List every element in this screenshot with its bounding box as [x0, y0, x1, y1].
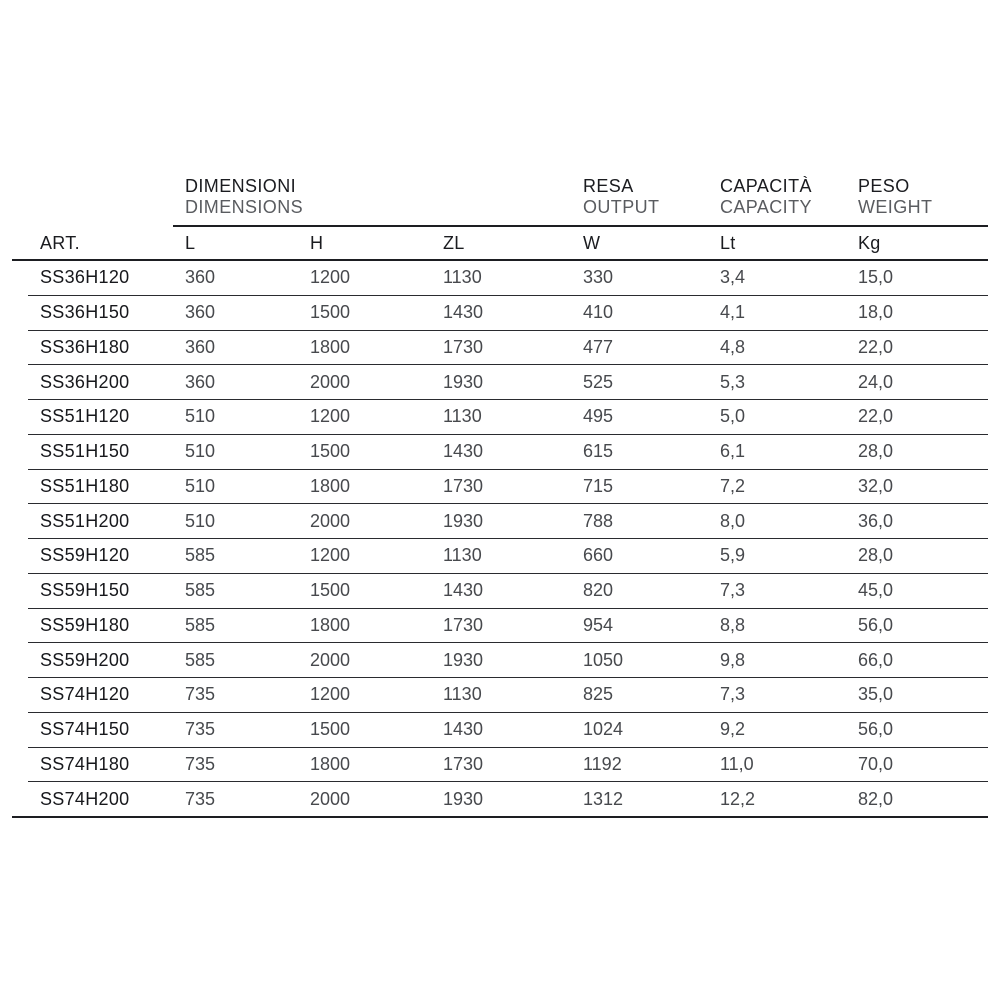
cell-art: SS36H150 — [40, 302, 130, 323]
cell-h: 1500 — [310, 441, 351, 462]
table-group-header-row — [12, 175, 988, 227]
cell-art: SS51H150 — [40, 441, 130, 462]
cell-zl: 1730 — [443, 753, 484, 774]
cell-w: 825 — [583, 684, 614, 705]
table-body — [12, 261, 988, 818]
table-row — [12, 574, 988, 608]
cell-h: 1800 — [310, 753, 351, 774]
table-row — [12, 782, 988, 816]
cell-h: 1500 — [310, 302, 351, 323]
cell-kg: 82,0 — [858, 788, 894, 809]
cell-w: 1024 — [583, 719, 624, 740]
cell-w: 954 — [583, 614, 614, 635]
table-row — [12, 296, 988, 330]
cell-zl: 1130 — [443, 406, 482, 427]
cell-art: SS59H150 — [40, 580, 130, 601]
cell-h: 2000 — [310, 649, 351, 670]
cell-w: 410 — [583, 302, 614, 323]
table-row — [12, 713, 988, 747]
cell-h: 2000 — [310, 788, 351, 809]
cell-w: 1192 — [583, 753, 622, 774]
cell-lt: 9,2 — [720, 719, 746, 740]
group-label-italian: PESO — [858, 176, 910, 196]
cell-kg: 66,0 — [858, 649, 894, 670]
group-label-english: CAPACITY — [720, 197, 812, 217]
cell-l: 735 — [185, 788, 216, 809]
cell-lt: 5,0 — [720, 406, 746, 427]
spec-table — [12, 175, 988, 818]
cell-kg: 28,0 — [858, 441, 894, 462]
group-label-english: DIMENSIONS — [185, 197, 304, 217]
cell-zl: 1130 — [443, 684, 482, 705]
group-header-output — [571, 175, 708, 227]
cell-h: 1200 — [310, 684, 351, 705]
cell-l: 510 — [185, 510, 216, 531]
cell-kg: 56,0 — [858, 614, 894, 635]
row-separator — [12, 816, 988, 818]
cell-art: SS74H200 — [40, 788, 130, 809]
cell-lt: 12,2 — [720, 788, 756, 809]
cell-lt: 8,8 — [720, 614, 746, 635]
cell-kg: 22,0 — [858, 336, 894, 357]
cell-l: 360 — [185, 267, 216, 288]
cell-art: SS74H120 — [40, 684, 130, 705]
table-row — [12, 504, 988, 538]
cell-l: 360 — [185, 336, 216, 357]
cell-l: 585 — [185, 649, 216, 670]
cell-art: SS74H150 — [40, 719, 130, 740]
cell-w: 495 — [583, 406, 614, 427]
cell-art: SS51H120 — [40, 406, 130, 427]
cell-kg: 22,0 — [858, 406, 894, 427]
cell-kg: 45,0 — [858, 580, 894, 601]
cell-l: 585 — [185, 614, 216, 635]
cell-w: 1312 — [583, 788, 624, 809]
cell-zl: 1730 — [443, 336, 484, 357]
table-row — [12, 748, 988, 782]
cell-lt: 8,0 — [720, 510, 746, 531]
cell-lt: 4,1 — [720, 302, 746, 323]
cell-kg: 56,0 — [858, 719, 894, 740]
cell-w: 660 — [583, 545, 614, 566]
cell-h: 1200 — [310, 267, 351, 288]
cell-lt: 9,8 — [720, 649, 746, 670]
group-header-spacer — [12, 175, 173, 227]
group-label-italian: RESA — [583, 176, 634, 196]
table-column-header-row — [12, 227, 988, 261]
cell-kg: 36,0 — [858, 510, 894, 531]
table-row — [12, 261, 988, 295]
cell-kg: 18,0 — [858, 302, 894, 323]
cell-kg: 35,0 — [858, 684, 894, 705]
cell-l: 735 — [185, 684, 216, 705]
cell-zl: 1130 — [443, 545, 482, 566]
cell-lt: 7,3 — [720, 580, 746, 601]
group-label-english: WEIGHT — [858, 197, 933, 217]
cell-w: 788 — [583, 510, 614, 531]
column-header-lt: Lt — [720, 232, 736, 253]
cell-zl: 1730 — [443, 614, 484, 635]
cell-zl: 1430 — [443, 719, 484, 740]
cell-kg: 15,0 — [858, 267, 894, 288]
table-row — [12, 331, 988, 365]
column-header-kg: Kg — [858, 232, 881, 253]
table-row — [12, 539, 988, 573]
cell-w: 715 — [583, 475, 614, 496]
cell-zl: 1930 — [443, 371, 484, 392]
cell-lt: 7,3 — [720, 684, 746, 705]
cell-zl: 1930 — [443, 788, 484, 809]
cell-h: 1200 — [310, 406, 351, 427]
column-header-h: H — [310, 232, 324, 253]
cell-l: 735 — [185, 719, 216, 740]
cell-zl: 1930 — [443, 649, 484, 670]
cell-art: SS36H120 — [40, 267, 130, 288]
cell-kg: 24,0 — [858, 371, 894, 392]
cell-zl: 1430 — [443, 302, 484, 323]
cell-w: 477 — [583, 336, 614, 357]
cell-art: SS74H180 — [40, 753, 130, 774]
cell-h: 1200 — [310, 545, 351, 566]
cell-l: 510 — [185, 406, 216, 427]
table-row — [12, 643, 988, 677]
cell-art: SS36H200 — [40, 371, 130, 392]
column-header-l: L — [185, 232, 196, 253]
cell-kg: 70,0 — [858, 753, 894, 774]
cell-h: 1500 — [310, 580, 351, 601]
table-row — [12, 609, 988, 643]
cell-zl: 1730 — [443, 475, 484, 496]
cell-h: 1500 — [310, 719, 351, 740]
column-header-w: W — [583, 232, 601, 253]
cell-lt: 5,9 — [720, 545, 746, 566]
group-label-italian: CAPACITÀ — [720, 176, 812, 196]
cell-kg: 28,0 — [858, 545, 894, 566]
cell-lt: 4,8 — [720, 336, 746, 357]
table-row — [12, 678, 988, 712]
cell-lt: 3,4 — [720, 267, 746, 288]
group-label-english: OUTPUT — [583, 197, 660, 217]
group-header-dimensions — [173, 175, 571, 227]
cell-l: 585 — [185, 545, 216, 566]
cell-art: SS59H120 — [40, 545, 130, 566]
cell-art: SS51H200 — [40, 510, 130, 531]
cell-h: 1800 — [310, 475, 351, 496]
cell-l: 360 — [185, 302, 216, 323]
cell-kg: 32,0 — [858, 475, 894, 496]
cell-art: SS59H200 — [40, 649, 130, 670]
group-header-weight — [846, 175, 988, 227]
cell-lt: 7,2 — [720, 475, 746, 496]
table-row — [12, 400, 988, 434]
cell-art: SS51H180 — [40, 475, 130, 496]
cell-h: 1800 — [310, 336, 351, 357]
column-header-art: ART. — [40, 232, 80, 253]
cell-l: 585 — [185, 580, 216, 601]
cell-l: 510 — [185, 441, 216, 462]
cell-zl: 1930 — [443, 510, 484, 531]
cell-zl: 1430 — [443, 441, 484, 462]
cell-w: 330 — [583, 267, 614, 288]
cell-h: 2000 — [310, 510, 351, 531]
cell-lt: 5,3 — [720, 371, 746, 392]
table-row — [12, 435, 988, 469]
column-header-zl: ZL — [443, 232, 465, 253]
cell-h: 1800 — [310, 614, 351, 635]
cell-w: 615 — [583, 441, 614, 462]
cell-lt: 6,1 — [720, 441, 746, 462]
cell-w: 525 — [583, 371, 614, 392]
cell-art: SS36H180 — [40, 336, 130, 357]
group-label-italian: DIMENSIONI — [185, 176, 297, 196]
group-header-capacity — [708, 175, 846, 227]
cell-art: SS59H180 — [40, 614, 130, 635]
cell-l: 735 — [185, 753, 216, 774]
cell-zl: 1430 — [443, 580, 484, 601]
cell-lt: 11,0 — [720, 753, 754, 774]
cell-zl: 1130 — [443, 267, 482, 288]
cell-l: 360 — [185, 371, 216, 392]
cell-w: 1050 — [583, 649, 624, 670]
table-row — [12, 470, 988, 504]
cell-w: 820 — [583, 580, 614, 601]
table-row — [12, 365, 988, 399]
cell-h: 2000 — [310, 371, 351, 392]
cell-l: 510 — [185, 475, 216, 496]
